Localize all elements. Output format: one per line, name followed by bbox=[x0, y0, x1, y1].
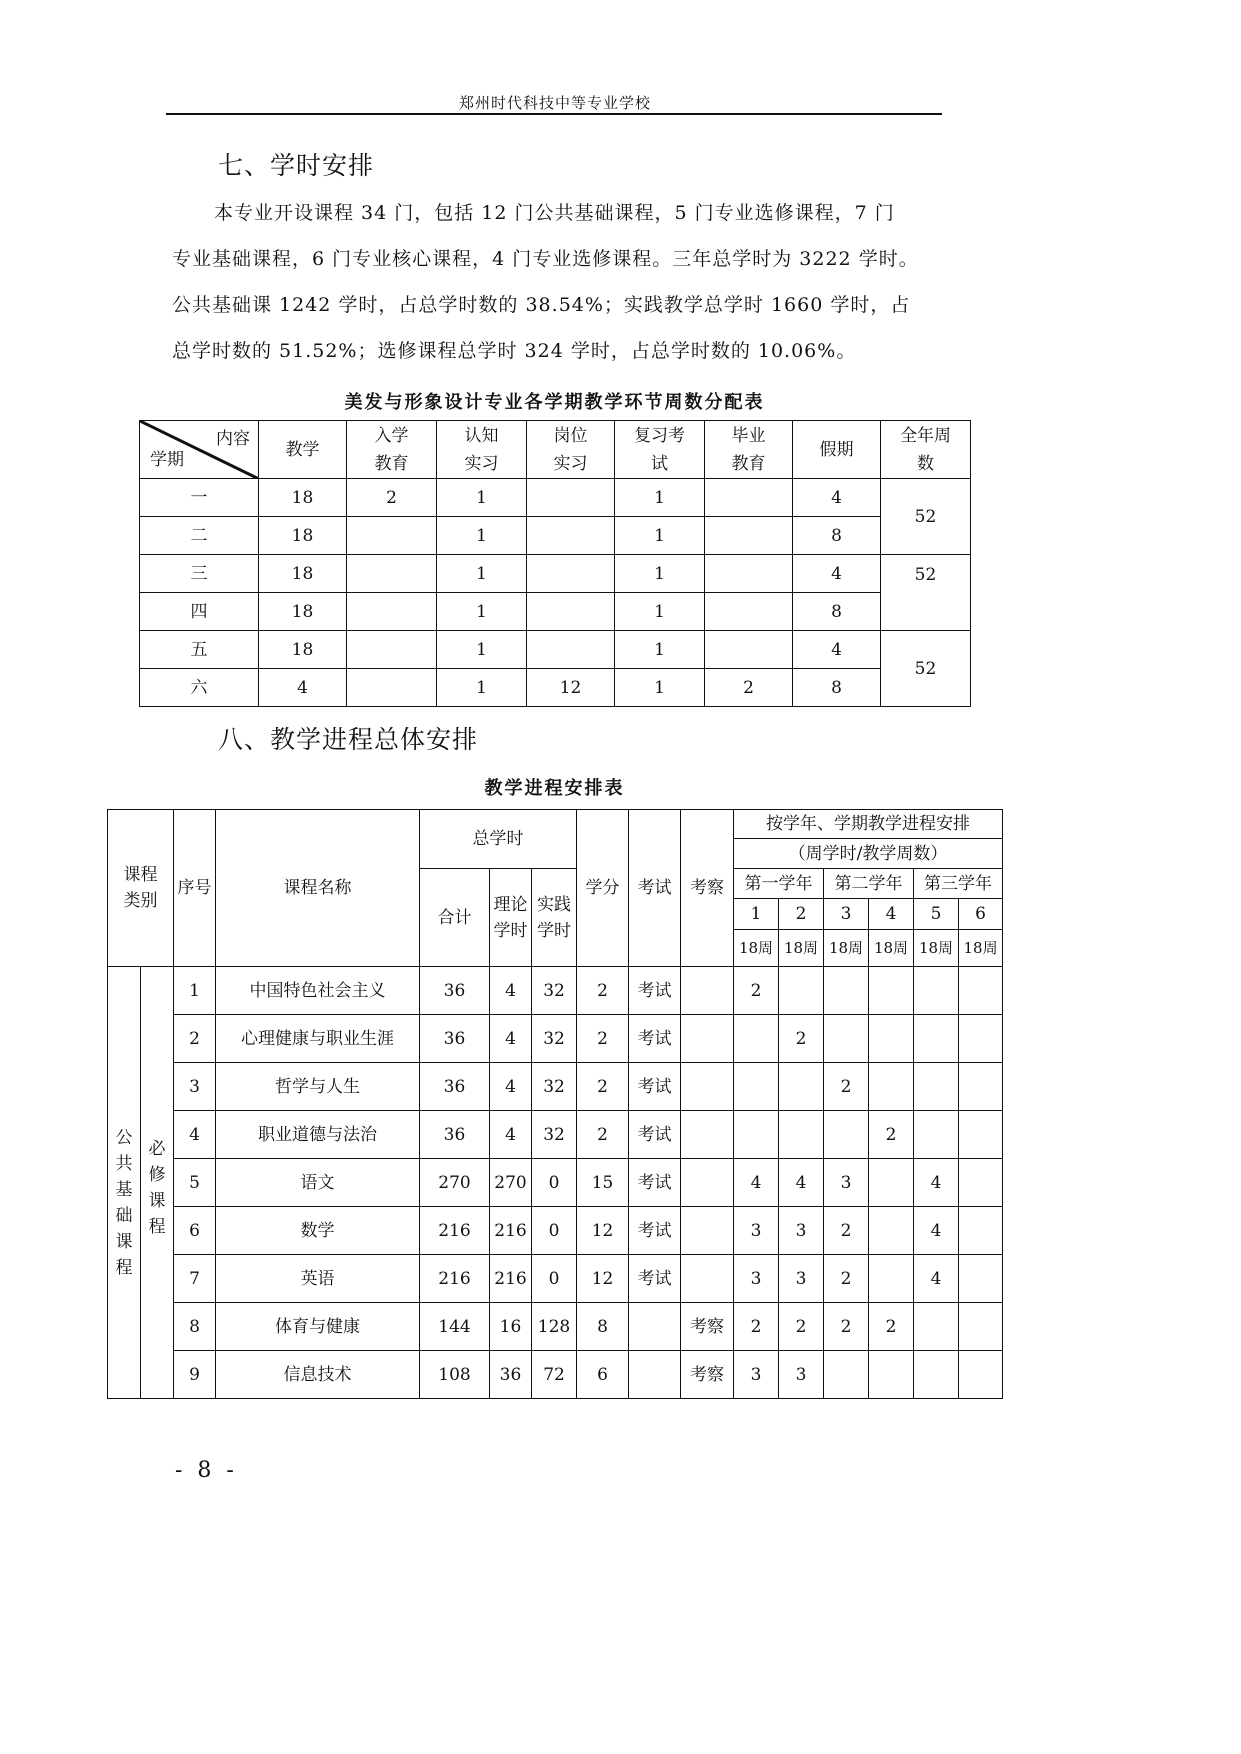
term-hours-cell bbox=[959, 1255, 1003, 1303]
term-hours-cell: 4 bbox=[914, 1159, 959, 1207]
exam-cell: 考试 bbox=[629, 1255, 681, 1303]
term-hours-cell: 3 bbox=[734, 1255, 779, 1303]
term-hours-cell: 2 bbox=[824, 1255, 869, 1303]
header-assessment: 考察 bbox=[681, 810, 734, 967]
header-text: 认知 bbox=[464, 425, 499, 446]
entry-cell bbox=[347, 593, 437, 631]
table2-caption: 教学进程安排表 bbox=[484, 778, 625, 799]
term-hours-cell bbox=[824, 967, 869, 1015]
header-weeks: 18周 bbox=[734, 930, 779, 967]
table-row bbox=[140, 555, 971, 593]
term-cell: 四 bbox=[140, 593, 259, 631]
sum-hours-cell: 36 bbox=[420, 1015, 490, 1063]
review-cell: 1 bbox=[615, 593, 705, 631]
post-cell bbox=[527, 555, 615, 593]
term-hours-cell: 4 bbox=[779, 1159, 824, 1207]
term-hours-cell bbox=[734, 1015, 779, 1063]
subgroup-label-char: 课 bbox=[148, 1190, 166, 1211]
term-hours-cell bbox=[959, 1063, 1003, 1111]
section-8-title: 八、教学进程总体安排 bbox=[218, 725, 479, 754]
sum-hours-cell: 36 bbox=[420, 1111, 490, 1159]
seq-cell: 6 bbox=[174, 1207, 216, 1255]
sum-hours-cell: 36 bbox=[420, 967, 490, 1015]
term-hours-cell: 3 bbox=[779, 1207, 824, 1255]
year-total-cell: 52 bbox=[881, 555, 971, 631]
page-number: - 8 - bbox=[175, 1458, 238, 1483]
header-text: 全年周 bbox=[900, 425, 951, 446]
group-label-char: 公 bbox=[115, 1127, 133, 1148]
term-hours-cell bbox=[779, 1111, 824, 1159]
header-total-hours: 总学时 bbox=[420, 810, 577, 869]
review-cell: 1 bbox=[615, 479, 705, 517]
entry-cell bbox=[347, 669, 437, 707]
theory-hours-cell: 16 bbox=[490, 1303, 532, 1351]
teaching-cell: 18 bbox=[259, 555, 347, 593]
cognitive-cell: 1 bbox=[437, 517, 527, 555]
exam-cell: 考试 bbox=[629, 967, 681, 1015]
term-hours-cell bbox=[869, 1015, 914, 1063]
term-hours-cell bbox=[914, 1063, 959, 1111]
term-hours-cell: 2 bbox=[824, 1303, 869, 1351]
sum-hours-cell: 216 bbox=[420, 1255, 490, 1303]
header-text: 复习考 bbox=[634, 425, 685, 446]
term-hours-cell bbox=[959, 1207, 1003, 1255]
group-label-char: 程 bbox=[115, 1257, 133, 1278]
entry-cell: 2 bbox=[347, 479, 437, 517]
header-review-exam bbox=[615, 421, 705, 479]
seq-cell: 8 bbox=[174, 1303, 216, 1351]
year-total-cell: 52 bbox=[881, 479, 971, 555]
cognitive-cell: 1 bbox=[437, 479, 527, 517]
cognitive-cell: 1 bbox=[437, 555, 527, 593]
assessment-cell bbox=[681, 1111, 734, 1159]
credits-cell: 12 bbox=[577, 1207, 629, 1255]
term-hours-cell bbox=[824, 1015, 869, 1063]
course-name-cell: 语文 bbox=[216, 1159, 420, 1207]
post-cell bbox=[527, 517, 615, 555]
term-cell: 二 bbox=[140, 517, 259, 555]
header-credits: 学分 bbox=[577, 810, 629, 967]
table-row bbox=[140, 631, 971, 669]
table1-caption: 美发与形象设计专业各学期教学环节周数分配表 bbox=[344, 392, 765, 413]
term-hours-cell bbox=[959, 1015, 1003, 1063]
credits-cell: 2 bbox=[577, 1015, 629, 1063]
header-term: 2 bbox=[779, 899, 824, 930]
holiday-cell: 4 bbox=[793, 555, 881, 593]
header-weeks: 18周 bbox=[824, 930, 869, 967]
header-text: 实习 bbox=[553, 453, 588, 474]
header-text: 学时 bbox=[537, 920, 571, 941]
term-hours-cell bbox=[734, 1063, 779, 1111]
graduation-cell bbox=[705, 593, 793, 631]
exam-cell: 考试 bbox=[629, 1015, 681, 1063]
table-row bbox=[140, 517, 971, 555]
weeks-allocation-table bbox=[139, 420, 971, 707]
term-hours-cell bbox=[869, 1207, 914, 1255]
exam-cell bbox=[629, 1351, 681, 1399]
header-theory bbox=[490, 869, 532, 967]
paragraph-line: 总学时数的 51.52%；选修课程总学时 324 学时，占总学时数的 10.06%。 bbox=[172, 340, 857, 362]
seq-cell: 7 bbox=[174, 1255, 216, 1303]
exam-cell: 考试 bbox=[629, 1207, 681, 1255]
header-text: 毕业 bbox=[731, 425, 766, 446]
header-text: 学时 bbox=[493, 920, 528, 941]
graduation-cell bbox=[705, 555, 793, 593]
holiday-cell: 8 bbox=[793, 517, 881, 555]
header-post-practice bbox=[527, 421, 615, 479]
term-hours-cell bbox=[959, 967, 1003, 1015]
header-entry-education bbox=[347, 421, 437, 479]
assessment-cell bbox=[681, 1207, 734, 1255]
term-hours-cell: 3 bbox=[734, 1207, 779, 1255]
seq-cell: 3 bbox=[174, 1063, 216, 1111]
sum-hours-cell: 108 bbox=[420, 1351, 490, 1399]
course-name-cell: 心理健康与职业生涯 bbox=[216, 1015, 420, 1063]
term-hours-cell bbox=[914, 1015, 959, 1063]
term-hours-cell: 2 bbox=[824, 1207, 869, 1255]
table-row bbox=[140, 593, 971, 631]
subgroup-label-char: 程 bbox=[148, 1216, 166, 1237]
header-text: 教育 bbox=[374, 453, 409, 474]
running-header: 郑州时代科技中等专业学校 bbox=[458, 94, 651, 112]
practice-hours-cell: 72 bbox=[532, 1351, 577, 1399]
header-text: 试 bbox=[651, 453, 668, 474]
header-term: 6 bbox=[959, 899, 1003, 930]
table1-header-row bbox=[140, 421, 971, 479]
section-7-title: 七、学时安排 bbox=[218, 151, 375, 180]
practice-hours-cell: 32 bbox=[532, 967, 577, 1015]
table-row bbox=[108, 1255, 1003, 1303]
entry-cell bbox=[347, 631, 437, 669]
assessment-cell bbox=[681, 967, 734, 1015]
theory-hours-cell: 4 bbox=[490, 1111, 532, 1159]
teaching-schedule-table bbox=[107, 809, 1003, 1399]
table-row bbox=[140, 479, 971, 517]
review-cell: 1 bbox=[615, 555, 705, 593]
post-cell bbox=[527, 593, 615, 631]
credits-cell: 6 bbox=[577, 1351, 629, 1399]
credits-cell: 8 bbox=[577, 1303, 629, 1351]
exam-cell: 考试 bbox=[629, 1063, 681, 1111]
post-cell bbox=[527, 631, 615, 669]
header-schedule-sub: （周学时/教学周数） bbox=[734, 839, 1003, 869]
holiday-cell: 8 bbox=[793, 593, 881, 631]
header-weeks: 18周 bbox=[959, 930, 1003, 967]
header-year-2: 第二学年 bbox=[824, 869, 914, 899]
entry-cell bbox=[347, 517, 437, 555]
credits-cell: 2 bbox=[577, 967, 629, 1015]
graduation-cell: 2 bbox=[705, 669, 793, 707]
header-text: 数 bbox=[917, 453, 934, 474]
header-text: 入学 bbox=[374, 425, 409, 446]
course-name-cell: 体育与健康 bbox=[216, 1303, 420, 1351]
term-hours-cell bbox=[959, 1303, 1003, 1351]
header-term: 3 bbox=[824, 899, 869, 930]
cognitive-cell: 1 bbox=[437, 593, 527, 631]
header-course-name: 课程名称 bbox=[216, 810, 420, 967]
header-term: 4 bbox=[869, 899, 914, 930]
corner-label-content: 内容 bbox=[216, 429, 250, 449]
term-hours-cell bbox=[959, 1351, 1003, 1399]
assessment-cell bbox=[681, 1015, 734, 1063]
teaching-cell: 18 bbox=[259, 593, 347, 631]
teaching-cell: 4 bbox=[259, 669, 347, 707]
header-text: 实践 bbox=[537, 894, 571, 915]
term-hours-cell: 4 bbox=[914, 1255, 959, 1303]
term-hours-cell bbox=[914, 1351, 959, 1399]
credits-cell: 15 bbox=[577, 1159, 629, 1207]
sum-hours-cell: 270 bbox=[420, 1159, 490, 1207]
term-hours-cell bbox=[824, 1351, 869, 1399]
subgroup-label-required bbox=[141, 967, 174, 1399]
paragraph-line: 本专业开设课程 34 门，包括 12 门公共基础课程，5 门专业选修课程，7 门 bbox=[214, 202, 895, 224]
holiday-cell: 4 bbox=[793, 631, 881, 669]
paragraph-line: 公共基础课 1242 学时，占总学时数的 38.54%；实践教学总学时 1660 学时，占 bbox=[172, 294, 911, 316]
term-hours-cell: 2 bbox=[779, 1015, 824, 1063]
practice-hours-cell: 0 bbox=[532, 1207, 577, 1255]
term-hours-cell bbox=[734, 1111, 779, 1159]
header-text: 假期 bbox=[819, 439, 854, 460]
seq-cell: 9 bbox=[174, 1351, 216, 1399]
header-term: 5 bbox=[914, 899, 959, 930]
header-year-weeks bbox=[881, 421, 971, 479]
course-name-cell: 哲学与人生 bbox=[216, 1063, 420, 1111]
practice-hours-cell: 128 bbox=[532, 1303, 577, 1351]
review-cell: 1 bbox=[615, 517, 705, 555]
corner-header-cell bbox=[140, 421, 259, 479]
table-row bbox=[108, 1063, 1003, 1111]
graduation-cell bbox=[705, 517, 793, 555]
review-cell: 1 bbox=[615, 631, 705, 669]
post-cell bbox=[527, 479, 615, 517]
paragraph-line: 专业基础课程，6 门专业核心课程，4 门专业选修课程。三年总学时为 3222 学时。 bbox=[172, 248, 919, 270]
teaching-cell: 18 bbox=[259, 479, 347, 517]
group-label-public-basic bbox=[108, 967, 141, 1399]
seq-cell: 5 bbox=[174, 1159, 216, 1207]
header-seq: 序号 bbox=[174, 810, 216, 967]
term-cell: 六 bbox=[140, 669, 259, 707]
group-label-char: 础 bbox=[115, 1205, 133, 1226]
graduation-cell bbox=[705, 479, 793, 517]
header-text: 教育 bbox=[731, 453, 766, 474]
header-text: 实习 bbox=[464, 453, 499, 474]
header-text: 教学 bbox=[285, 439, 320, 460]
term-hours-cell bbox=[824, 1111, 869, 1159]
table-row bbox=[108, 1303, 1003, 1351]
header-text: 课程 bbox=[123, 865, 158, 885]
assessment-cell bbox=[681, 1063, 734, 1111]
group-label-char: 基 bbox=[115, 1179, 133, 1200]
header-exam: 考试 bbox=[629, 810, 681, 967]
header-year-1: 第一学年 bbox=[734, 869, 824, 899]
assessment-cell bbox=[681, 1255, 734, 1303]
header-rule bbox=[166, 113, 942, 115]
table-row bbox=[108, 1015, 1003, 1063]
header-schedule: 按学年、学期教学进程安排 bbox=[734, 810, 1003, 839]
header-teaching bbox=[259, 421, 347, 479]
group-label-char: 共 bbox=[115, 1153, 133, 1174]
table2-header-row-1 bbox=[108, 810, 1003, 839]
term-cell: 三 bbox=[140, 555, 259, 593]
table-row bbox=[108, 1159, 1003, 1207]
term-hours-cell bbox=[869, 967, 914, 1015]
post-cell: 12 bbox=[527, 669, 615, 707]
term-hours-cell bbox=[959, 1111, 1003, 1159]
header-graduation-education bbox=[705, 421, 793, 479]
seq-cell: 4 bbox=[174, 1111, 216, 1159]
header-sum: 合计 bbox=[420, 869, 490, 967]
term-hours-cell: 2 bbox=[869, 1111, 914, 1159]
assessment-cell: 考察 bbox=[681, 1351, 734, 1399]
section-7-paragraph bbox=[172, 190, 944, 374]
term-hours-cell bbox=[914, 1303, 959, 1351]
header-term: 1 bbox=[734, 899, 779, 930]
exam-cell: 考试 bbox=[629, 1159, 681, 1207]
practice-hours-cell: 32 bbox=[532, 1015, 577, 1063]
term-hours-cell bbox=[869, 1063, 914, 1111]
table-row bbox=[108, 1111, 1003, 1159]
graduation-cell bbox=[705, 631, 793, 669]
cognitive-cell: 1 bbox=[437, 669, 527, 707]
header-text: 类别 bbox=[123, 891, 158, 911]
theory-hours-cell: 216 bbox=[490, 1255, 532, 1303]
practice-hours-cell: 0 bbox=[532, 1159, 577, 1207]
term-hours-cell bbox=[869, 1351, 914, 1399]
term-hours-cell: 2 bbox=[779, 1303, 824, 1351]
header-cognitive-practice bbox=[437, 421, 527, 479]
subgroup-label-char: 修 bbox=[148, 1164, 166, 1185]
header-course-category bbox=[108, 810, 174, 967]
corner-label-term: 学期 bbox=[150, 450, 184, 470]
term-hours-cell: 4 bbox=[914, 1207, 959, 1255]
term-hours-cell: 2 bbox=[824, 1063, 869, 1111]
credits-cell: 2 bbox=[577, 1063, 629, 1111]
course-name-cell: 数学 bbox=[216, 1207, 420, 1255]
header-year-3: 第三学年 bbox=[914, 869, 1003, 899]
term-hours-cell: 2 bbox=[869, 1303, 914, 1351]
term-hours-cell: 3 bbox=[779, 1255, 824, 1303]
year-total-cell: 52 bbox=[881, 631, 971, 707]
practice-hours-cell: 0 bbox=[532, 1255, 577, 1303]
term-hours-cell bbox=[959, 1159, 1003, 1207]
term-cell: 一 bbox=[140, 479, 259, 517]
table2-body bbox=[108, 967, 1003, 1399]
term-hours-cell bbox=[779, 1063, 824, 1111]
term-hours-cell: 3 bbox=[824, 1159, 869, 1207]
course-name-cell: 中国特色社会主义 bbox=[216, 967, 420, 1015]
term-hours-cell: 4 bbox=[734, 1159, 779, 1207]
term-hours-cell bbox=[779, 967, 824, 1015]
term-hours-cell: 3 bbox=[779, 1351, 824, 1399]
holiday-cell: 4 bbox=[793, 479, 881, 517]
table-row bbox=[108, 1351, 1003, 1399]
theory-hours-cell: 270 bbox=[490, 1159, 532, 1207]
course-name-cell: 职业道德与法治 bbox=[216, 1111, 420, 1159]
sum-hours-cell: 216 bbox=[420, 1207, 490, 1255]
term-hours-cell bbox=[914, 1111, 959, 1159]
sum-hours-cell: 144 bbox=[420, 1303, 490, 1351]
theory-hours-cell: 4 bbox=[490, 967, 532, 1015]
header-weeks: 18周 bbox=[914, 930, 959, 967]
term-hours-cell bbox=[869, 1255, 914, 1303]
practice-hours-cell: 32 bbox=[532, 1063, 577, 1111]
header-practice bbox=[532, 869, 577, 967]
credits-cell: 12 bbox=[577, 1255, 629, 1303]
practice-hours-cell: 32 bbox=[532, 1111, 577, 1159]
term-hours-cell: 2 bbox=[734, 1303, 779, 1351]
group-label-char: 课 bbox=[115, 1231, 133, 1252]
theory-hours-cell: 36 bbox=[490, 1351, 532, 1399]
assessment-cell bbox=[681, 1159, 734, 1207]
theory-hours-cell: 4 bbox=[490, 1063, 532, 1111]
review-cell: 1 bbox=[615, 669, 705, 707]
teaching-cell: 18 bbox=[259, 631, 347, 669]
seq-cell: 1 bbox=[174, 967, 216, 1015]
course-name-cell: 信息技术 bbox=[216, 1351, 420, 1399]
header-weeks: 18周 bbox=[869, 930, 914, 967]
seq-cell: 2 bbox=[174, 1015, 216, 1063]
teaching-cell: 18 bbox=[259, 517, 347, 555]
term-hours-cell bbox=[869, 1159, 914, 1207]
term-hours-cell bbox=[914, 967, 959, 1015]
holiday-cell: 8 bbox=[793, 669, 881, 707]
exam-cell: 考试 bbox=[629, 1111, 681, 1159]
entry-cell bbox=[347, 555, 437, 593]
table-row bbox=[108, 967, 1003, 1015]
exam-cell bbox=[629, 1303, 681, 1351]
table-row bbox=[140, 669, 971, 707]
header-text: 岗位 bbox=[553, 425, 588, 446]
sum-hours-cell: 36 bbox=[420, 1063, 490, 1111]
table-row bbox=[108, 1207, 1003, 1255]
theory-hours-cell: 216 bbox=[490, 1207, 532, 1255]
subgroup-label-char: 必 bbox=[148, 1138, 166, 1159]
credits-cell: 2 bbox=[577, 1111, 629, 1159]
assessment-cell: 考察 bbox=[681, 1303, 734, 1351]
header-holiday bbox=[793, 421, 881, 479]
course-name-cell: 英语 bbox=[216, 1255, 420, 1303]
cognitive-cell: 1 bbox=[437, 631, 527, 669]
term-cell: 五 bbox=[140, 631, 259, 669]
term-hours-cell: 3 bbox=[734, 1351, 779, 1399]
header-text: 理论 bbox=[493, 894, 528, 915]
theory-hours-cell: 4 bbox=[490, 1015, 532, 1063]
header-weeks: 18周 bbox=[779, 930, 824, 967]
term-hours-cell: 2 bbox=[734, 967, 779, 1015]
